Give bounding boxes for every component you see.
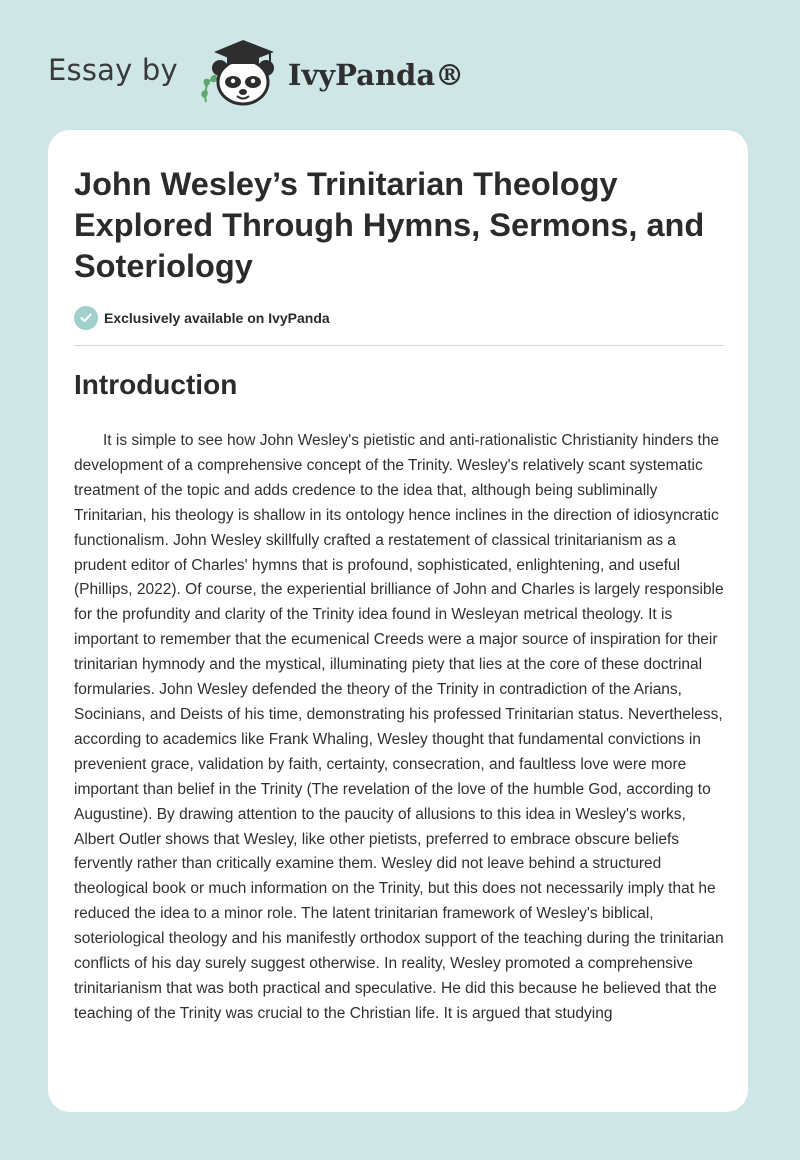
check-icon (74, 306, 98, 330)
exclusive-badge (74, 306, 330, 330)
essay-card (48, 130, 748, 1112)
panda-logo-icon[interactable] (192, 36, 284, 108)
brand-name[interactable]: IvyPanda® (287, 58, 465, 92)
section-heading: Introduction (74, 369, 238, 400)
title-divider (74, 345, 724, 346)
site-header (48, 36, 464, 108)
exclusive-badge-label: Exclusively available on IvyPanda (104, 310, 330, 326)
essay-title: John Wesley’s Trinitarian Theology Explored Through Hymns, Sermons, and Soteriology (74, 166, 705, 284)
body-paragraph: It is simple to see how John Wesley's pietistic and anti-rationalistic Christianity hinders the development of a comprehensive concept of the Trinity. Wesley's relatively scant systematic treatment of the topic and adds credence to the idea that, although being subliminally Trinitarian, his theology is shallow in its ontology hence inclines in the direction of idiosyncratic functionalism. John Wesley skillfully crafted a restatement of classical trinitarianism as a prudent editor of Charles' hymns that is profound, sophisticated, enlightening, and useful (Phillips, 2022). Of course, the experiential brilliance of John and Charles is largely responsible for the profundity and clarity of the Trinity idea found in Wesleyan metrical theology. It is important to remember that the ecumenical Creeds were a major source of inspiration for their trinitarian hymnody and the mystical, illuminating piety that lies at the core of these doctrinal formularies. John Wesley defended the theory of the Trinity in contradiction of the Arians, Socinians, and Deists of his time, demonstrating his professed Trinitarian status. Nevertheless, according to academics like Frank Whaling, Wesley thought that fundamental convictions in prevenient grace, validation by faith, certainty, consecration, and faultless love were more important than belief in the Trinity (The revelation of the love of the humble God, according to Augustine). By drawing attention to the paucity of allusions to this idea in Wesley's works, Albert Outler shows that Wesley, like other pietists, preferred to embrace obscure beliefs fervently rather than critically examine them. Wesley did not leave behind a structured theological book or much information on the Trinity, but this does not necessarily imply that he reduced the idea to a minor role. The latent trinitarian framework of Wesley's biblical, soteriological theology and his manifestly orthodox support of the teaching during the trinitarian conflicts of his day surely suggest otherwise. In reality, Wesley promoted a comprehensive trinitarianism that was both practical and speculative. He did this because he believed that the teaching of the Trinity was crucial to the Christian life. It is argued that studying (74, 432, 724, 1022)
essay-by-label: Essay by (48, 53, 178, 87)
